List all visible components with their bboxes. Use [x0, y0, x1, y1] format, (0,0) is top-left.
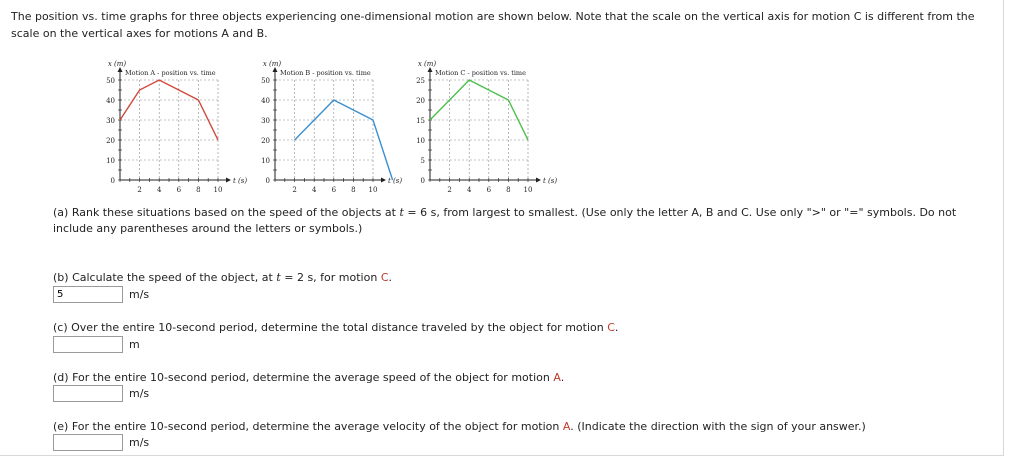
question-d-text: For the entire 10-second period, determine the average speed of the object for motion — [72, 371, 554, 384]
question-d-part: (d) — [53, 371, 69, 384]
x-axis-arrow — [226, 178, 231, 183]
answer-c — [53, 336, 140, 353]
y-tick-label: 20 — [106, 137, 115, 145]
x-tick-label: 6 — [331, 186, 337, 194]
question-e-text: For the entire 10-second period, determine the average velocity of the object for motion — [71, 420, 563, 433]
chart-b-svg — [255, 52, 405, 197]
x-tick-label: 8 — [196, 186, 201, 194]
question-e-motion: A — [562, 420, 571, 433]
question-b-end: . — [388, 271, 393, 284]
x-axis-label: t (s) — [543, 177, 558, 185]
x-axis-arrow — [536, 178, 541, 183]
question-b-mid: = 2 s, for motion — [280, 271, 381, 284]
chart-title: Motion A - position vs. time — [125, 69, 216, 77]
y-tick-label: 50 — [261, 77, 270, 85]
y-tick-label: 20 — [261, 137, 270, 145]
chart-c-svg — [410, 52, 560, 197]
y-tick-label: 30 — [106, 117, 115, 125]
answer-d-input[interactable] — [53, 385, 123, 402]
y-axis-label: x (m) — [417, 60, 437, 68]
problem-statement: The position vs. time graphs for three objects experiencing one-dimensional motion are shown below. Note that the scale on the vertical axis for motion C is different from the scale on the vertical axes for motions A and B. — [11, 10, 975, 40]
y-tick-label: 40 — [261, 97, 270, 105]
y-tick-label: 0 — [420, 177, 425, 185]
x-tick-label: 4 — [466, 186, 472, 194]
x-tick-label: 4 — [311, 186, 317, 194]
y-tick-label: 20 — [416, 97, 425, 105]
question-d-end: . — [560, 371, 565, 384]
chart-a-svg — [100, 52, 250, 197]
question-e-part: (e) — [53, 420, 69, 433]
answer-e — [53, 434, 149, 451]
question-d-motion: A — [553, 371, 561, 384]
question-b-part: (b) — [53, 271, 69, 284]
x-axis-arrow — [381, 178, 386, 183]
series-line — [430, 80, 528, 140]
x-tick-label: 6 — [176, 186, 182, 194]
question-c — [53, 320, 618, 336]
question-b — [53, 270, 392, 286]
y-tick-label: 40 — [106, 97, 115, 105]
question-a-text-after: = 6 s, from largest to smallest. (Use only the letter A, B and C. Use only ">" or "=" symbols. Do not include any parentheses around the letters or symbols.) — [53, 206, 957, 235]
x-tick-label: 2 — [447, 186, 452, 194]
answer-c-unit: m — [129, 338, 140, 351]
y-axis-label: x (m) — [107, 60, 127, 68]
y-tick-label: 10 — [261, 157, 270, 165]
question-e — [53, 419, 866, 435]
x-tick-label: 2 — [292, 186, 297, 194]
x-tick-label: 10 — [213, 186, 223, 194]
answer-b — [53, 286, 149, 303]
question-a-part: (a) — [53, 206, 69, 219]
question-c-text: Over the entire 10-second period, determine the total distance traveled by the object for motion — [71, 321, 608, 334]
answer-b-unit: m/s — [129, 288, 150, 301]
y-tick-label: 0 — [110, 177, 115, 185]
answer-d-unit: m/s — [129, 387, 150, 400]
x-tick-label: 10 — [523, 186, 533, 194]
question-c-part: (c) — [53, 321, 68, 334]
question-d — [53, 370, 564, 386]
answer-e-unit: m/s — [129, 436, 150, 449]
answer-d — [53, 385, 149, 402]
question-c-motion: C — [607, 321, 615, 334]
y-tick-label: 5 — [420, 157, 425, 165]
x-axis-label: t (s) — [388, 177, 403, 185]
question-a-text: Rank these situations based on the speed of the objects at — [71, 206, 400, 219]
x-tick-label: 6 — [486, 186, 492, 194]
chart-title: Motion C - position vs. time — [435, 69, 526, 77]
y-tick-label: 10 — [416, 137, 425, 145]
x-tick-label: 4 — [156, 186, 162, 194]
x-tick-label: 8 — [351, 186, 356, 194]
chart-motion-a — [100, 52, 250, 197]
chart-motion-b — [255, 52, 405, 197]
y-tick-label: 10 — [106, 157, 115, 165]
x-tick-label: 8 — [506, 186, 511, 194]
y-tick-label: 15 — [416, 117, 425, 125]
series-line — [120, 80, 218, 140]
x-tick-label: 2 — [137, 186, 142, 194]
answer-e-input[interactable] — [53, 434, 123, 451]
question-b-text: Calculate the speed of the object, at — [72, 271, 277, 284]
chart-title: Motion B - position vs. time — [280, 69, 371, 77]
answer-b-input[interactable] — [53, 286, 123, 303]
question-b-motion: C — [380, 271, 389, 284]
answer-c-input[interactable] — [53, 336, 123, 353]
x-tick-label: 10 — [368, 186, 378, 194]
chart-motion-c — [410, 52, 560, 197]
y-tick-label: 0 — [265, 177, 270, 185]
question-a — [53, 205, 993, 237]
y-tick-label: 50 — [106, 77, 115, 85]
question-e-end: . (Indicate the direction with the sign of your answer.) — [570, 420, 866, 433]
y-axis-label: x (m) — [262, 60, 282, 68]
question-b-var: t — [276, 271, 281, 284]
question-a-var: t — [399, 206, 404, 219]
y-tick-label: 25 — [416, 77, 425, 85]
y-tick-label: 30 — [261, 117, 270, 125]
question-c-end: . — [614, 321, 619, 334]
x-axis-label: t (s) — [233, 177, 248, 185]
